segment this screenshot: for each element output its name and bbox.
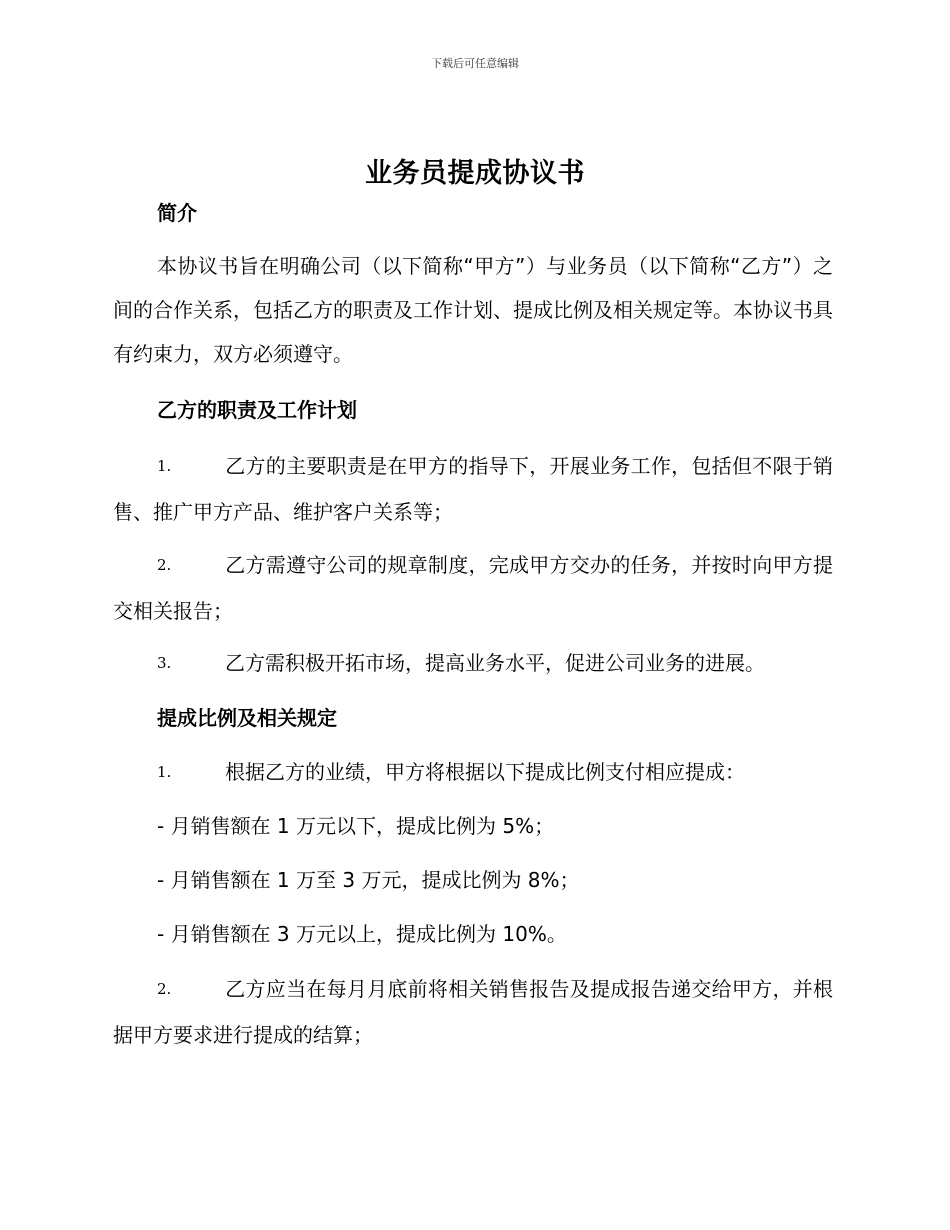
commission-number-1: 1.	[157, 763, 172, 781]
header-note: 下载后可任意编辑	[431, 57, 519, 70]
duty-number-3: 3.	[157, 654, 172, 672]
duty-item-2	[113, 542, 833, 634]
commission-heading: 提成比例及相关规定	[157, 706, 337, 730]
duties-list-2	[113, 542, 833, 634]
tier-line-3-block	[113, 911, 833, 957]
duty-text-3: 乙方需积极开拓市场，提高业务水平，促进公司业务的进展。	[225, 651, 765, 675]
commission-section	[113, 703, 833, 733]
duty-text-1: 乙方的主要职责是在甲方的指导下，开展业务工作，包括但不限于销售、推广甲方产品、维护客户关系等；	[113, 454, 833, 524]
duty-item-1	[113, 443, 833, 535]
tier-line-1-block	[113, 803, 833, 849]
commission-tier-1: - 月销售额在 1 万元以下，提成比例为 5%；	[157, 814, 555, 838]
commission-item-1-block	[113, 749, 833, 795]
commission-number-2: 2.	[157, 980, 172, 998]
duty-text-2: 乙方需遵守公司的规章制度，完成甲方交办的任务，并按时向甲方提交相关报告；	[113, 553, 833, 623]
commission-text-2: 乙方应当在每月月底前将相关销售报告及提成报告递交给甲方，并根据甲方要求进行提成的结算；	[113, 977, 833, 1047]
commission-tier-3: - 月销售额在 3 万元以上，提成比例为 10%。	[157, 922, 567, 946]
duties-section	[113, 395, 833, 425]
duty-number-2: 2.	[157, 556, 172, 574]
duty-number-1: 1.	[157, 457, 172, 475]
duty-item-3	[113, 640, 833, 686]
commission-text-1: 根据乙方的业绩，甲方将根据以下提成比例支付相应提成：	[225, 760, 745, 784]
duties-list-3	[113, 640, 833, 686]
intro-paragraph: 本协议书旨在明确公司（以下简称“甲方”）与业务员（以下简称“乙方”）之间的合作关系，包括乙方的职责及工作计划、提成比例及相关规定等。本协议书具有约束力，双方必须遵守。	[113, 254, 833, 366]
intro-paragraph-block	[113, 244, 833, 376]
commission-item-2-block	[113, 966, 833, 1058]
duties-heading: 乙方的职责及工作计划	[157, 398, 357, 422]
commission-item-2	[113, 966, 833, 1058]
duties-list	[113, 443, 833, 535]
intro-section	[113, 198, 833, 228]
tier-line-2-block	[113, 857, 833, 903]
commission-tier-2: - 月销售额在 1 万至 3 万元，提成比例为 8%；	[157, 868, 580, 892]
document-title: 业务员提成协议书	[365, 158, 585, 189]
intro-heading: 简介	[157, 201, 197, 225]
commission-item-1	[113, 749, 833, 795]
